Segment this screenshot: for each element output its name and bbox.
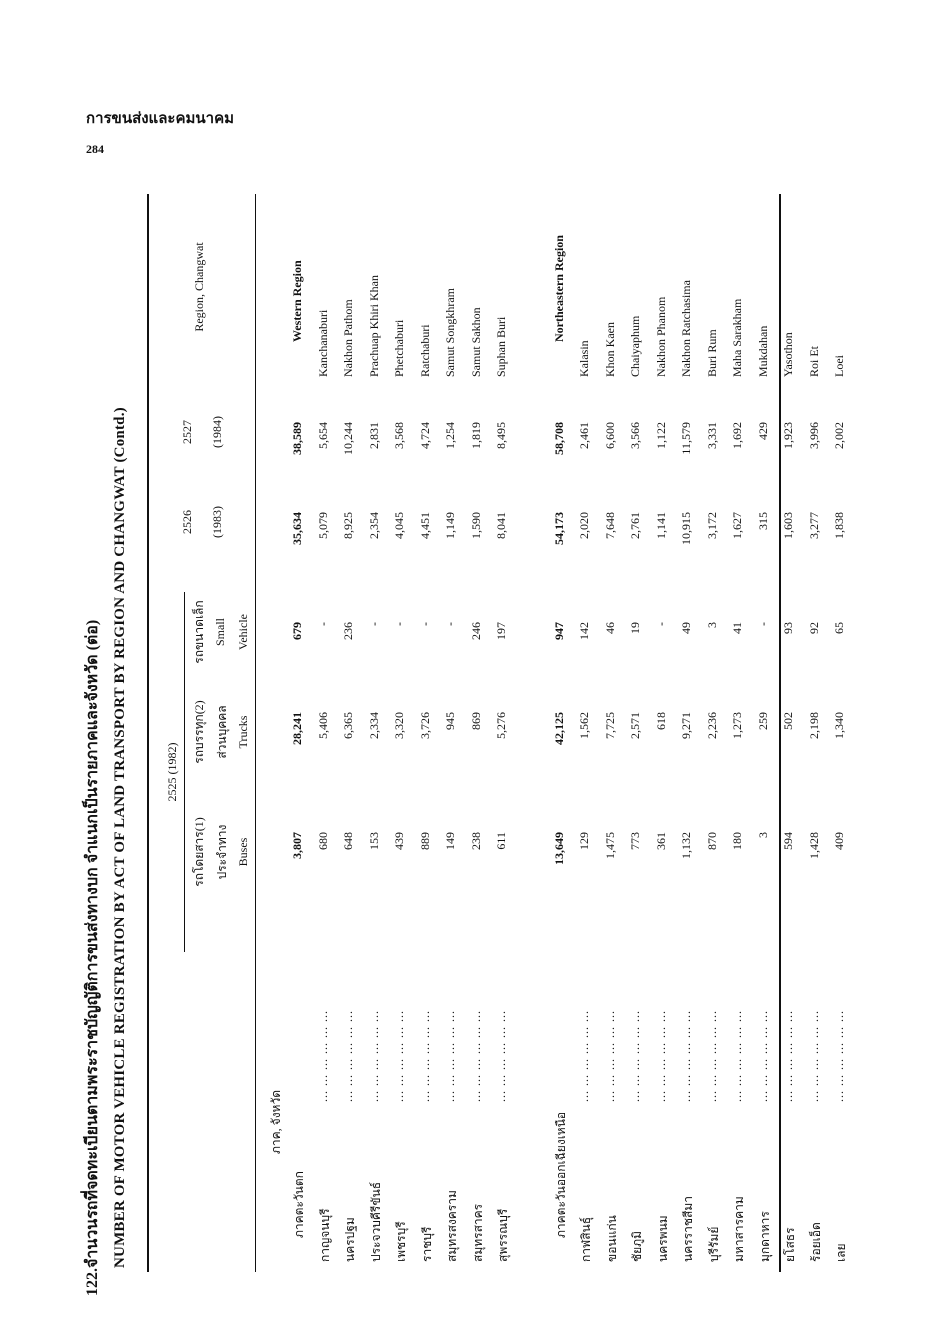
leader-dots: ... ... ... ... ... ... (443, 1010, 457, 1102)
cell-y2526: 35,634 (290, 512, 304, 545)
cell-trucks: 2,236 (704, 712, 719, 739)
header-region-thai: ภาค, จังหวัด (269, 1090, 283, 1155)
row-label-english: Suphan Buri (494, 316, 508, 377)
cell-trucks: 2,198 (806, 712, 821, 739)
header-year-2526: 2526 (180, 510, 194, 534)
row-label-english: Khon Kaen (602, 322, 617, 377)
leader-dots: ... ... ... ... ... ... (730, 1010, 744, 1102)
cell-trucks: 618 (653, 712, 668, 730)
leader-dots: ... ... ... ... ... ... (806, 1010, 821, 1102)
header-trucks-thai-2: ส่วนบุคคล (215, 705, 229, 759)
cell-y2526: 1,627 (730, 512, 744, 539)
cell-buses: 680 (315, 832, 330, 850)
header-buses-thai-2: ประจำทาง (215, 824, 229, 880)
row-label-english: Nakhon Pathom (341, 299, 355, 377)
cell-small: - (392, 622, 406, 626)
row-label-thai: ชัยภูมิ (630, 1231, 644, 1262)
cell-y2526: 5,079 (315, 512, 330, 539)
cell-y2526: 3,172 (704, 512, 719, 539)
cell-small: 197 (494, 622, 508, 640)
table-caption-thai (80, 182, 105, 1302)
cell-buses: 1,132 (679, 832, 693, 859)
table-top-rule (147, 194, 149, 1272)
leader-dots: ... ... ... ... ... ... (781, 1010, 795, 1102)
table-title-thai: จำนวนรถที่จดทะเบียนตามพระราชบัญญัติการขนส่งทางบก จำแนกเป็นรายภาคและจังหวัด (ต่อ) (84, 619, 101, 1268)
cell-small: 947 (551, 622, 566, 640)
row-label-thai: กาญจนบุรี (317, 1208, 332, 1262)
cell-y2526: 4,045 (392, 512, 406, 539)
cell-y2527: 1,819 (468, 422, 483, 449)
cell-y2526: 8,925 (341, 512, 355, 539)
row-label-english: Nakhon Ratchasima (679, 280, 693, 377)
row-label-thai: นครพนม (655, 1215, 670, 1262)
cell-small: 679 (290, 622, 304, 640)
row-label-english: Kalasin (577, 340, 591, 377)
cell-y2526: 2,354 (366, 512, 381, 539)
table-bottom-rule (779, 194, 781, 1272)
cell-buses: 238 (468, 832, 483, 850)
section-title: การขนส่งและคมนาคม (86, 111, 234, 127)
cell-y2527: 10,244 (341, 422, 355, 455)
row-label-thai: กาฬสินธุ์ (579, 1216, 593, 1262)
page-number: 284 (86, 142, 104, 156)
cell-y2527: 11,579 (679, 422, 693, 455)
cell-y2527: 5,654 (315, 422, 330, 449)
cell-y2527: 3,568 (392, 422, 406, 449)
row-label-thai: ร้อยเอ็ด (808, 1222, 823, 1262)
cell-small: 142 (577, 622, 591, 640)
cell-small: - (366, 622, 381, 626)
cell-buses: 409 (832, 832, 846, 850)
cell-buses: 1,428 (806, 832, 821, 859)
cell-small: - (443, 622, 457, 626)
row-label-thai: ขอนแก่น (604, 1215, 619, 1262)
cell-trucks: 28,241 (290, 712, 304, 745)
cell-buses: 594 (781, 832, 795, 850)
cell-trucks: 5,276 (494, 712, 508, 739)
cell-y2526: 4,451 (417, 512, 432, 539)
leader-dots: ... ... ... ... ... ... (392, 1010, 406, 1102)
cell-buses: 361 (653, 832, 668, 850)
cell-y2527: 1,923 (781, 422, 795, 449)
row-label-thai: นครราชสีมา (681, 1196, 695, 1262)
leader-dots: ... ... ... ... ... ... (679, 1010, 693, 1102)
cell-trucks: 259 (755, 712, 770, 730)
header-trucks-thai: รถบรรทุก(2) (192, 700, 206, 764)
row-label-thai: สมุทรสาคร (470, 1203, 485, 1262)
leader-dots: ... ... ... ... ... ... (341, 1010, 355, 1102)
cell-trucks: 1,273 (730, 712, 744, 739)
cell-small: - (417, 622, 432, 626)
leader-dots: ... ... ... ... ... ... (315, 1010, 330, 1102)
cell-y2527: 2,002 (832, 422, 846, 449)
row-label-thai: นครปฐม (343, 1217, 357, 1262)
cell-trucks: 3,320 (392, 712, 406, 739)
header-year-2527-ad: (1984) (210, 416, 224, 448)
header-2525-span-rule (184, 592, 185, 952)
cell-y2527: 6,600 (602, 422, 617, 449)
cell-trucks: 1,562 (577, 712, 591, 739)
row-label-thai: มุกดาหาร (757, 1211, 772, 1262)
row-label-english: Chaiyaphum (628, 315, 642, 377)
cell-y2527: 1,254 (443, 422, 457, 449)
cell-y2526: 1,603 (781, 512, 795, 539)
row-label-english: Yasothon (781, 332, 795, 377)
cell-buses: 648 (341, 832, 355, 850)
header-small-en-2: Vehicle (236, 614, 250, 650)
cell-buses: 180 (730, 832, 744, 850)
cell-trucks: 502 (781, 712, 795, 730)
row-label-thai: มหาสารคาม (732, 1196, 746, 1262)
leader-dots: ... ... ... ... ... ... (704, 1010, 719, 1102)
row-label-thai: สมุทรสงคราม (445, 1190, 459, 1262)
leader-dots: ... ... ... ... ... ... (602, 1010, 617, 1102)
cell-buses: 773 (628, 832, 642, 850)
cell-y2527: 8,495 (494, 422, 508, 449)
cell-y2527: 3,566 (628, 422, 642, 449)
cell-y2527: 3,996 (806, 422, 821, 449)
cell-small: 93 (781, 622, 795, 634)
cell-buses: 870 (704, 832, 719, 850)
cell-small: - (653, 622, 668, 626)
cell-y2527: 4,724 (417, 422, 432, 449)
row-label-english: Northeastern Region (551, 235, 566, 342)
cell-y2527: 429 (755, 422, 770, 440)
cell-small: 46 (602, 622, 617, 634)
cell-y2527: 58,708 (551, 422, 566, 455)
row-label-english: Ratchaburi (417, 324, 432, 377)
header-buses-en: Buses (236, 837, 250, 867)
cell-small: 41 (730, 622, 744, 634)
table-title-english: NUMBER OF MOTOR VEHICLE REGISTRATION BY ACT OF LAND TRANSPORT BY REGION AND CHANGWAT (Contd.) (112, 407, 128, 1268)
cell-trucks: 3,726 (417, 712, 432, 739)
cell-buses: 149 (443, 832, 457, 850)
header-small-thai: รถขนาดเล็ก (192, 600, 206, 664)
cell-trucks: 5,406 (315, 712, 330, 739)
cell-small: - (755, 622, 770, 626)
row-label-thai: เลย (834, 1243, 848, 1262)
row-label-thai: ภาคตะวันตก (292, 1171, 306, 1238)
cell-y2527: 1,692 (730, 422, 744, 449)
leader-dots: ... ... ... ... ... ... (653, 1010, 668, 1102)
row-label-english: Phetchaburi (392, 319, 406, 377)
cell-y2526: 315 (755, 512, 770, 530)
row-label-english: Maha Sarakham (730, 298, 744, 377)
cell-y2526: 54,173 (551, 512, 566, 545)
cell-trucks: 6,365 (341, 712, 355, 739)
header-trucks-en: Trucks (236, 715, 250, 749)
leader-dots: ... ... ... ... ... ... (577, 1010, 591, 1102)
row-label-english: Samut Songkhram (443, 288, 457, 377)
cell-trucks: 945 (443, 712, 457, 730)
cell-buses: 129 (577, 832, 591, 850)
cell-y2527: 2,831 (366, 422, 381, 449)
header-year-2526-ad: (1983) (210, 506, 224, 538)
cell-y2527: 38,589 (290, 422, 304, 455)
row-label-english: Prachuap Khiri Khan (366, 275, 381, 377)
cell-small: 49 (679, 622, 693, 634)
row-label-english: Buri Rum (704, 329, 719, 377)
cell-y2526: 2,020 (577, 512, 591, 539)
header-region-en: Region, Changwat (192, 242, 206, 332)
leader-dots: ... ... ... ... ... ... (468, 1010, 483, 1102)
row-label-thai: ภาคตะวันออกเฉียงเหนือ (553, 1111, 568, 1238)
leader-dots: ... ... ... ... ... ... (417, 1010, 432, 1102)
cell-buses: 1,475 (602, 832, 617, 859)
table-caption-english (112, 182, 129, 1302)
cell-y2526: 1,149 (443, 512, 457, 539)
row-label-thai: เพชรบุรี (394, 1221, 408, 1262)
cell-buses: 889 (417, 832, 432, 850)
cell-trucks: 7,725 (602, 712, 617, 739)
row-label-english: Roi Et (806, 345, 821, 377)
header-buses-thai: รถโดยสาร(1) (192, 817, 206, 887)
header-bottom-rule (255, 194, 256, 1272)
cell-small: 65 (832, 622, 846, 634)
leader-dots: ... ... ... ... ... ... (366, 1010, 381, 1102)
cell-trucks: 9,271 (679, 712, 693, 739)
cell-trucks: 2,334 (366, 712, 381, 739)
leader-dots: ... ... ... ... ... ... (628, 1010, 642, 1102)
cell-y2526: 8,041 (494, 512, 508, 539)
cell-y2526: 7,648 (602, 512, 617, 539)
row-label-english: Kanchanaburi (315, 309, 330, 377)
cell-y2526: 3,277 (806, 512, 821, 539)
cell-small: 236 (341, 622, 355, 640)
rotated-table-page (72, 182, 852, 1302)
table-number: 122. (84, 1268, 101, 1296)
cell-small: 246 (468, 622, 483, 640)
cell-y2526: 1,141 (653, 512, 668, 539)
row-label-thai: สุพรรณบุรี (496, 1208, 510, 1262)
cell-y2526: 2,761 (628, 512, 642, 539)
cell-small: 3 (704, 622, 719, 628)
cell-trucks: 869 (468, 712, 483, 730)
row-label-english: Samut Sakhon (468, 307, 483, 377)
row-label-english: Western Region (290, 260, 304, 342)
cell-trucks: 42,125 (551, 712, 566, 745)
row-label-english: Mukdahan (755, 325, 770, 377)
header-year-2525: 2525 (1982) (165, 742, 179, 802)
row-label-english: Loei (832, 355, 846, 377)
cell-buses: 3 (755, 832, 770, 838)
cell-small: 92 (806, 622, 821, 634)
leader-dots: ... ... ... ... ... ... (755, 1010, 770, 1102)
row-label-thai: ราชบุรี (419, 1226, 434, 1262)
cell-buses: 153 (366, 832, 381, 850)
cell-y2526: 10,915 (679, 512, 693, 545)
cell-y2527: 1,122 (653, 422, 668, 449)
cell-buses: 3,807 (290, 832, 304, 859)
cell-y2527: 2,461 (577, 422, 591, 449)
header-year-2527: 2527 (180, 420, 194, 444)
leader-dots: ... ... ... ... ... ... (832, 1010, 846, 1102)
cell-buses: 611 (494, 832, 508, 850)
cell-y2527: 3,331 (704, 422, 719, 449)
row-label-thai: ประจวบคีรีขันธ์ (368, 1181, 383, 1262)
cell-small: - (315, 622, 330, 626)
cell-y2526: 1,590 (468, 512, 483, 539)
cell-y2526: 1,838 (832, 512, 846, 539)
cell-buses: 439 (392, 832, 406, 850)
row-label-thai: บุรีรัมย์ (706, 1226, 721, 1262)
cell-trucks: 2,571 (628, 712, 642, 739)
cell-trucks: 1,340 (832, 712, 846, 739)
row-label-english: Nakhon Phanom (653, 296, 668, 377)
row-label-thai: ยโสธร (783, 1227, 797, 1262)
cell-small: 19 (628, 622, 642, 634)
cell-buses: 13,649 (551, 832, 566, 865)
leader-dots: ... ... ... ... ... ... (494, 1010, 508, 1102)
header-small-en: Small (213, 618, 227, 647)
